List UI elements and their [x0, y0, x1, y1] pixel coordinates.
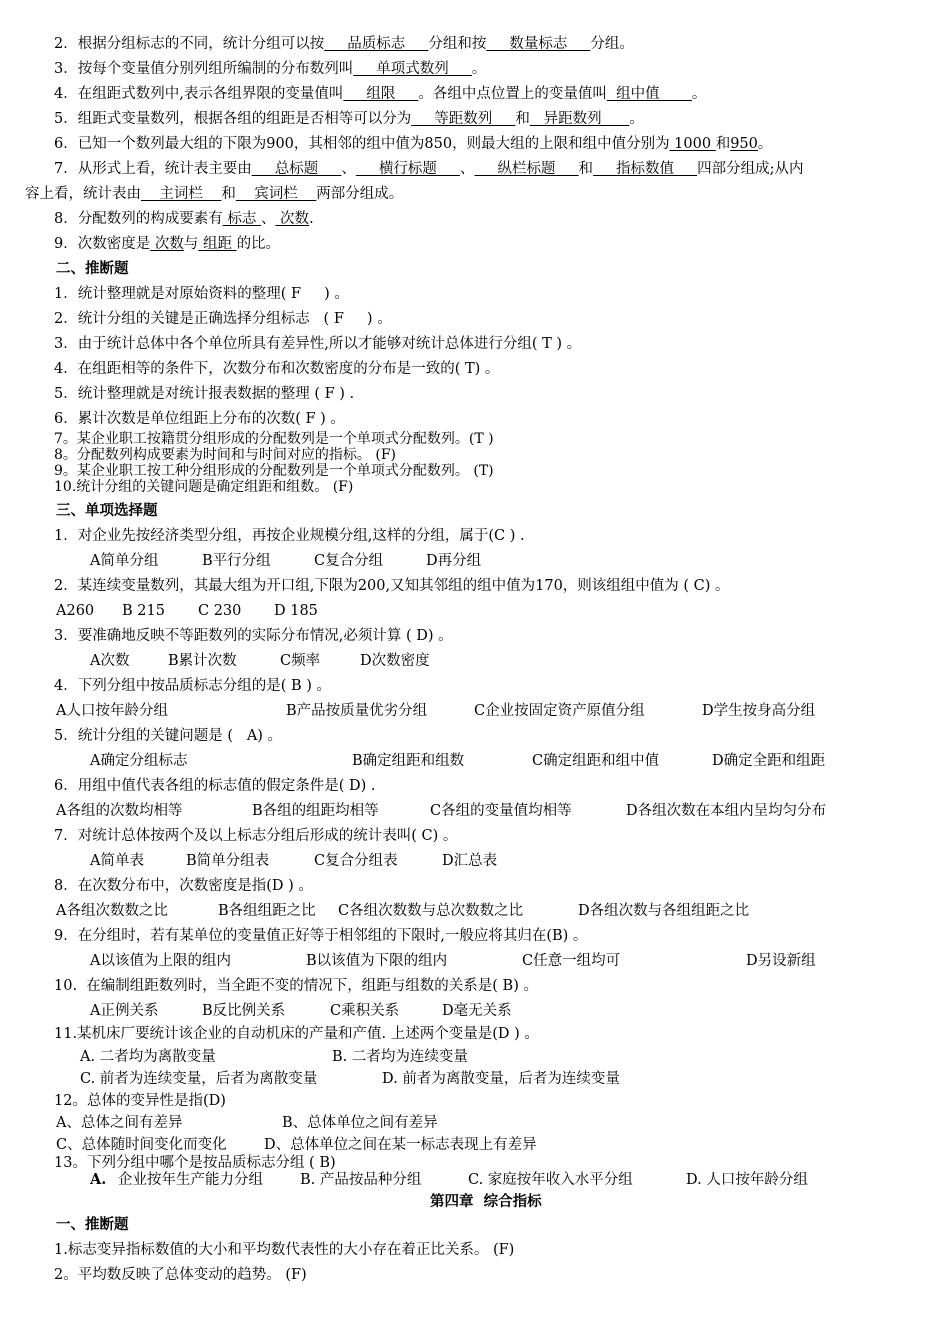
answer: 组距 [198, 236, 237, 252]
judge-item: 2．统计分组的关键是正确选择分组标志 ( F ) 。 [54, 311, 392, 327]
choice-option: C各组次数数与总次数数之比 [338, 903, 524, 919]
judge-item: 4．在组距相等的条件下，次数分布和次数密度的分布是一致的( T) 。 [54, 361, 500, 377]
text: 。 [691, 86, 707, 102]
choice-option: D. 人口按年龄分组 [686, 1172, 808, 1188]
answer: 宾词栏 [235, 186, 317, 202]
choice-option: C各组的变量值均相等 [430, 803, 572, 819]
answer: 单项式数列 [353, 61, 472, 77]
choice-stem: 2．某连续变量数列，其最大组为开口组,下限为200,又知其邻组的组中值为170，则该组组中值为 ( C) 。 [54, 578, 730, 594]
choice-option: A各组的次数均相等 [56, 803, 183, 819]
fill-q2 [54, 35, 634, 53]
choice-option: D. 前者为离散变量，后者为连续变量 [382, 1071, 620, 1087]
choice-option: D学生按身高分组 [702, 703, 816, 719]
text: 分组。 [590, 36, 634, 52]
text: 2．根据分组标志的不同，统计分组可以按 [54, 36, 325, 52]
text: . [309, 211, 314, 227]
judge-item: 2。平均数反映了总体变动的趋势。 (F) [54, 1267, 307, 1283]
fill-q8 [54, 210, 314, 228]
choice-option: B. 二者均为连续变量 [332, 1049, 468, 1065]
answer: 横行标题 [355, 161, 460, 177]
choice-option: B以该值为下限的组内 [306, 953, 448, 969]
choice-option: B简单分组表 [186, 853, 270, 869]
text: 4．在组距式数列中,表示各组界限的变量值叫 [54, 86, 344, 102]
choice-option: D再分组 [426, 553, 482, 569]
answer: 总标题 [251, 161, 342, 177]
choice-option: C、总体随时间变化而变化 [56, 1137, 227, 1153]
choice-option: A确定分组标志 [90, 753, 188, 769]
choice-stem: 4．下列分组中按品质标志分组的是( B ) 。 [54, 678, 332, 694]
answer: 组中值 [606, 86, 692, 102]
choice-option: C频率 [280, 653, 321, 669]
choice-option: A简单分组 [90, 553, 159, 569]
choice-option: B累计次数 [168, 653, 237, 669]
text: 。各组中点位置上的变量值叫 [418, 86, 607, 102]
choice-option: A正例关系 [90, 1003, 159, 1019]
text: 与 [183, 236, 199, 252]
answer: 标志 [222, 211, 261, 227]
fill-q4 [54, 85, 706, 103]
choice-option: B 215 [122, 603, 165, 619]
choice-option: A、总体之间有差异 [56, 1115, 183, 1131]
choice-option: C企业按固定资产原值分组 [474, 703, 645, 719]
answer: 数量标志 [486, 36, 591, 52]
choice-stem: 13。下列分组中哪个是按品质标志分组 ( B) [54, 1155, 336, 1171]
choice-option: C确定组距和组中值 [532, 753, 660, 769]
answer: 950 [730, 136, 758, 152]
choice-stem: 1．对企业先按经济类型分组，再按企业规模分组,这样的分组，属于(C ) . [54, 528, 525, 544]
choice-stem: 3．要准确地反映不等距数列的实际分布情况,必须计算 ( D) 。 [54, 628, 453, 644]
choice-option: B反比例关系 [202, 1003, 286, 1019]
choice-option: C乘积关系 [330, 1003, 400, 1019]
answer: 异距数列 [529, 111, 630, 127]
text: 和 [715, 136, 731, 152]
judge-item: 8。分配数列构成要素为时间和与时间对应的指标。 (F) [54, 447, 396, 463]
text: 7．从形式上看，统计表主要由 [54, 161, 252, 177]
choice-option: D 185 [274, 603, 318, 619]
choice-option: C 230 [198, 603, 242, 619]
fill-q5 [54, 110, 644, 128]
chapter-title: 第四章 综合指标 [430, 1193, 542, 1210]
choice-option: B各组组距之比 [218, 903, 316, 919]
judge-item: 10.统计分组的关键问题是确定组距和组数。 (F) [54, 479, 354, 495]
choice-option: B平行分组 [202, 553, 271, 569]
choice-option: B、总体单位之间有差异 [282, 1115, 438, 1131]
text: 3．按每个变量值分别列组所编制的分布数列叫 [54, 61, 354, 77]
answer: 品质标志 [324, 36, 429, 52]
text: 、 [341, 161, 356, 177]
choice-option: D次数密度 [360, 653, 430, 669]
answer: 组限 [343, 86, 419, 102]
choice-option: B. 产品按品种分组 [300, 1172, 422, 1188]
judge-item: 9。某企业职工按工种分组形成的分配数列是一个单项式分配数列。 (T) [54, 463, 494, 479]
choice-option: D、总体单位之间在某一标志表现上有差异 [264, 1137, 537, 1153]
choice-stem: 9．在分组时，若有某单位的变量值正好等于相邻组的下限时,一般应将其归在(B) 。 [54, 928, 588, 944]
section-heading-single-choice: 三、单项选择题 [56, 502, 158, 519]
judge-item: 7。某企业职工按籍贯分组形成的分配数列是一个单项式分配数列。(T ) [54, 431, 494, 447]
choice-option: A. 二者均为离散变量 [80, 1049, 216, 1065]
judge-item: 1.标志变异指标数值的大小和平均数代表性的大小存在着正比关系。 (F) [54, 1242, 515, 1258]
choice-option: A人口按年龄分组 [56, 703, 168, 719]
judge-item: 3．由于统计总体中各个单位所具有差异性,所以才能够对统计总体进行分组( T ) 。 [54, 336, 582, 352]
answer: 主词栏 [141, 186, 222, 202]
text: 。 [757, 136, 773, 152]
choice-stem: 7．对统计总体按两个及以上标志分组后形成的统计表叫( C) 。 [54, 828, 458, 844]
choice-option: D汇总表 [442, 853, 498, 869]
text: 5．组距式变量数列，根据各组的组距是否相等可以分为 [54, 111, 412, 127]
choice-option: D各组次数在本组内呈均匀分布 [626, 803, 827, 819]
choice-option: A以该值为上限的组内 [90, 953, 231, 969]
text: 和 [515, 111, 530, 127]
text: 四部分组成;从内 [697, 161, 804, 177]
choice-option: D毫无关系 [442, 1003, 512, 1019]
judge-item: 6．累计次数是单位组距上分布的次数( F ) 。 [54, 411, 345, 427]
text: 和 [221, 186, 236, 202]
text: 两部分组成。 [316, 186, 404, 202]
text: 、 [260, 211, 276, 227]
choice-option-letter: A. [90, 1171, 107, 1188]
fill-q9 [54, 235, 280, 253]
fill-q6 [54, 135, 772, 153]
choice-stem: 5．统计分组的关键问题是 ( A) 。 [54, 728, 283, 744]
answer: 次数 [150, 236, 184, 252]
choice-stem: 11.某机床厂要统计该企业的自动机床的产量和产值. 上述两个变量是(D ) 。 [54, 1026, 539, 1042]
choice-option: A简单表 [90, 853, 144, 869]
answer: 等距数列 [411, 111, 516, 127]
text: 。 [471, 61, 487, 77]
text: 分组和按 [428, 36, 487, 52]
choice-option: B确定组距和组数 [352, 753, 465, 769]
choice-option: A次数 [90, 653, 130, 669]
choice-option: D各组次数与各组组距之比 [578, 903, 750, 919]
answer: 次数 [275, 211, 310, 227]
choice-option: D另设新组 [746, 953, 816, 969]
text: 和 [578, 161, 594, 177]
fill-q7-line1 [54, 160, 804, 178]
choice-stem: 10. 在编制组距数列时，当全距不变的情况下，组距与组数的关系是( B) 。 [54, 978, 538, 994]
choice-option: B产品按质量优劣分组 [286, 703, 428, 719]
text: 容上看，统计表由 [25, 186, 141, 202]
text: 9．次数密度是 [54, 236, 151, 252]
answer: 1000 [669, 136, 716, 152]
choice-option: C. 家庭按年收入水平分组 [468, 1172, 633, 1188]
choice-option: C. 前者为连续变量，后者为离散变量 [80, 1071, 318, 1087]
judge-item: 1．统计整理就是对原始资料的整理( F ) 。 [54, 286, 349, 302]
answer: 纵栏标题 [474, 161, 579, 177]
fill-q3 [54, 60, 486, 78]
text: 。 [629, 111, 644, 127]
judge-item: 5．统计整理就是对统计报表数据的整理 ( F ) . [54, 386, 355, 402]
choice-option: C复合分组 [314, 553, 384, 569]
choice-option: C任意一组均可 [522, 953, 621, 969]
fill-q7-line2 [25, 185, 403, 203]
choice-option: B各组的组距均相等 [252, 803, 379, 819]
choice-stem: 12。总体的变异性是指(D) [54, 1093, 226, 1109]
choice-stem: 6．用组中值代表各组的标志值的假定条件是( D) . [54, 778, 376, 794]
section-heading-judgement: 二、推断题 [56, 260, 129, 277]
text: 6．已知一个数列最大组的下限为900，其相邻的组中值为850，则最大组的上限和组中值分别为 [54, 136, 670, 152]
text: 、 [459, 161, 475, 177]
choice-stem: 8．在次数分布中，次数密度是指(D ) 。 [54, 878, 313, 894]
choice-option: A260 [56, 603, 95, 619]
choice-option: D确定全距和组距 [712, 753, 826, 769]
choice-option: A各组次数数之比 [56, 903, 168, 919]
choice-option: 企业按年生产能力分组 [118, 1172, 263, 1188]
choice-option: C复合分组表 [314, 853, 398, 869]
section-heading-judgement: 一、推断题 [56, 1216, 129, 1233]
text: 的比。 [236, 236, 281, 252]
answer: 指标数值 [593, 161, 698, 177]
text: 8．分配数列的构成要素有 [54, 211, 223, 227]
